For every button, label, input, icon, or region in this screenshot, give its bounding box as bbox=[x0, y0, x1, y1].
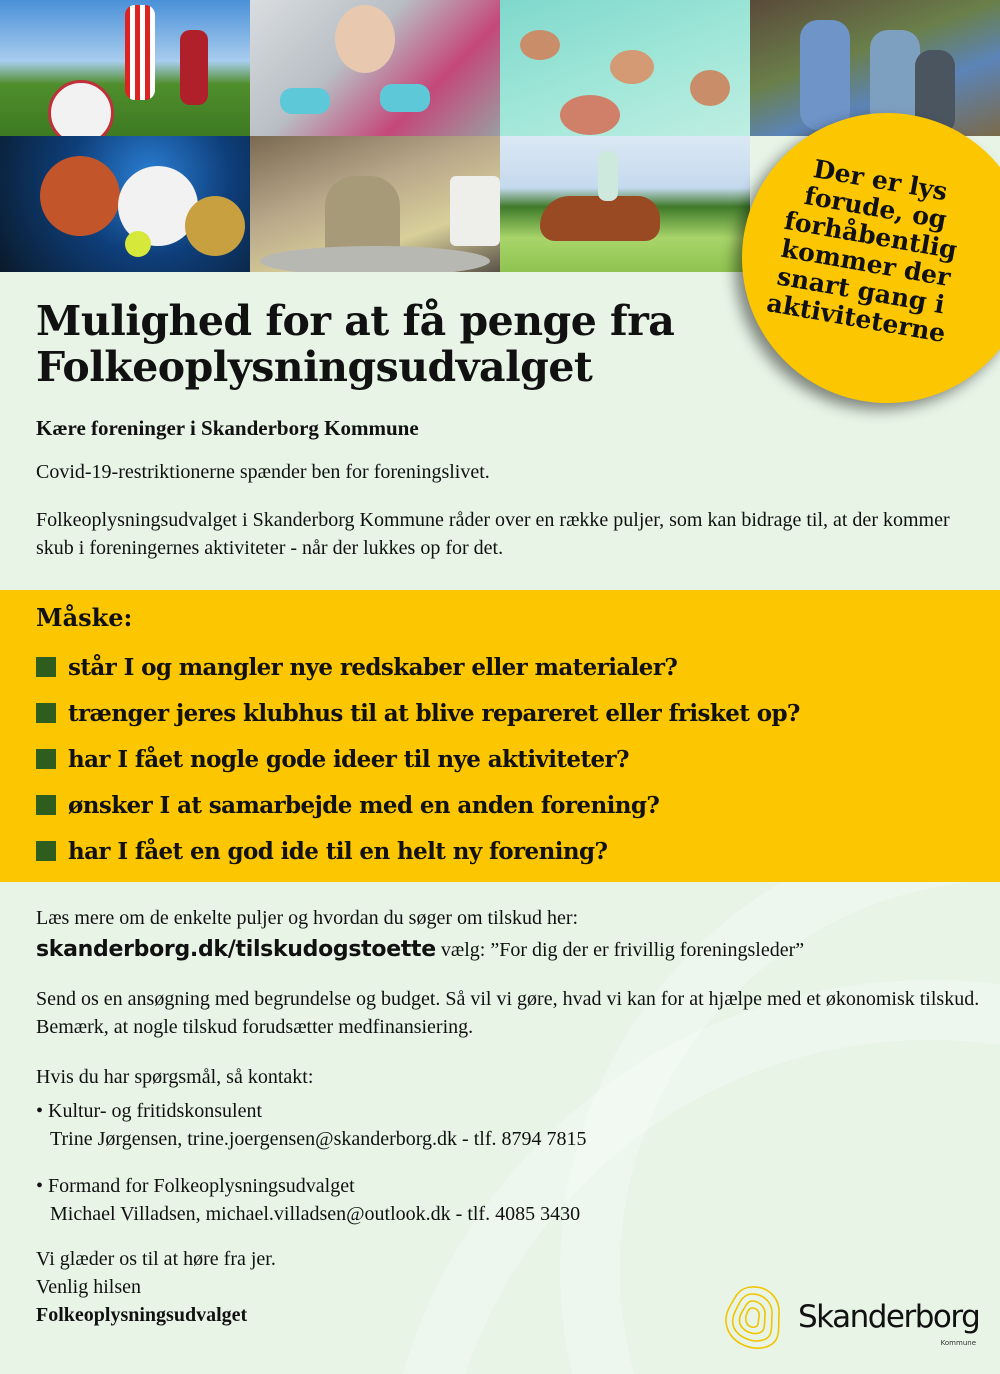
contour-rings-icon bbox=[722, 1284, 784, 1350]
contact-intro: Hvis du har spørgsmål, så kontakt: bbox=[36, 1066, 314, 1088]
photo-pottery bbox=[250, 136, 500, 272]
contact-role: • Kultur- og fritidskonsulent bbox=[36, 1100, 263, 1122]
closing-line: Vi glæder os til at høre fra jer. bbox=[36, 1248, 276, 1270]
read-more-text: Læs mere om de enkelte puljer og hvordan du søger om tilskud her: bbox=[36, 907, 579, 929]
signature: Folkeoplysningsudvalget bbox=[36, 1304, 248, 1326]
maybe-heading: Måske: bbox=[36, 603, 133, 632]
photo-sports-equipment bbox=[0, 136, 250, 272]
apply-paragraph: Send os en ansøgning med begrundelse og budget. Så vil vi gøre, hvad vi kan for at hjælpe med et økonomisk tilskud. Bemærk, at nogle tilskud forudsætter medfinansiering. bbox=[36, 988, 980, 1038]
square-bullet-icon bbox=[36, 657, 56, 677]
photo-horse-riding bbox=[500, 136, 750, 272]
square-bullet-icon bbox=[36, 749, 56, 769]
closing bbox=[36, 1245, 276, 1329]
list-item: ønsker I at samarbejde med en anden forening? bbox=[36, 782, 800, 828]
maybe-list bbox=[36, 644, 800, 874]
intro-paragraph-2: Folkeoplysningsudvalget i Skanderborg Kommune råder over en række puljer, som kan bidrage til, at der kommer skub i foreningernes aktiviteter - når der lukkes op for det. bbox=[36, 509, 950, 559]
logo-subtitle: Kommune bbox=[940, 1339, 976, 1347]
contact-details: Trine Jørgensen, trine.joergensen@skanderborg.dk - tlf. 8794 7815 bbox=[50, 1128, 587, 1150]
photo-fitness bbox=[250, 0, 500, 136]
greeting: Venlig hilsen bbox=[36, 1276, 141, 1298]
square-bullet-icon bbox=[36, 795, 56, 815]
list-item: har I fået nogle gode ideer til nye aktiviteter? bbox=[36, 736, 800, 782]
contact-role: • Formand for Folkeoplysningsudvalget bbox=[36, 1175, 355, 1197]
square-bullet-icon bbox=[36, 841, 56, 861]
intro-paragraph-1: Covid-19-restriktionerne spænder ben for foreningslivet. bbox=[36, 461, 490, 483]
logo-wordmark: Skanderborg bbox=[798, 1299, 980, 1335]
link-instruction: vælg: ”For dig der er frivillig foreningsleder” bbox=[435, 939, 805, 961]
link-line bbox=[36, 937, 804, 962]
list-item: har I fået en god ide til en helt ny forening? bbox=[36, 828, 800, 874]
photo-soccer bbox=[0, 0, 250, 136]
contact-details: Michael Villadsen, michael.villadsen@outlook.dk - tlf. 4085 3430 bbox=[50, 1203, 581, 1225]
page-title: Mulighed for at få penge fra Folkeoplysningsudvalget bbox=[36, 297, 675, 391]
square-bullet-icon bbox=[36, 703, 56, 723]
salutation: Kære foreninger i Skanderborg Kommune bbox=[36, 416, 419, 440]
list-item: trænger jeres klubhus til at blive repareret eller frisket op? bbox=[36, 690, 800, 736]
contact-entry bbox=[36, 1172, 580, 1228]
badge-text: Der er lys forude, og forhåbentlig kommer der snart gang i aktiviteterne bbox=[764, 154, 960, 349]
list-item: står I og mangler nye redskaber eller materialer? bbox=[36, 644, 800, 690]
photo-water-aerobics bbox=[500, 0, 750, 136]
contact-entry bbox=[36, 1097, 587, 1153]
grants-link[interactable]: skanderborg.dk/tilskudogstoette bbox=[36, 937, 436, 962]
